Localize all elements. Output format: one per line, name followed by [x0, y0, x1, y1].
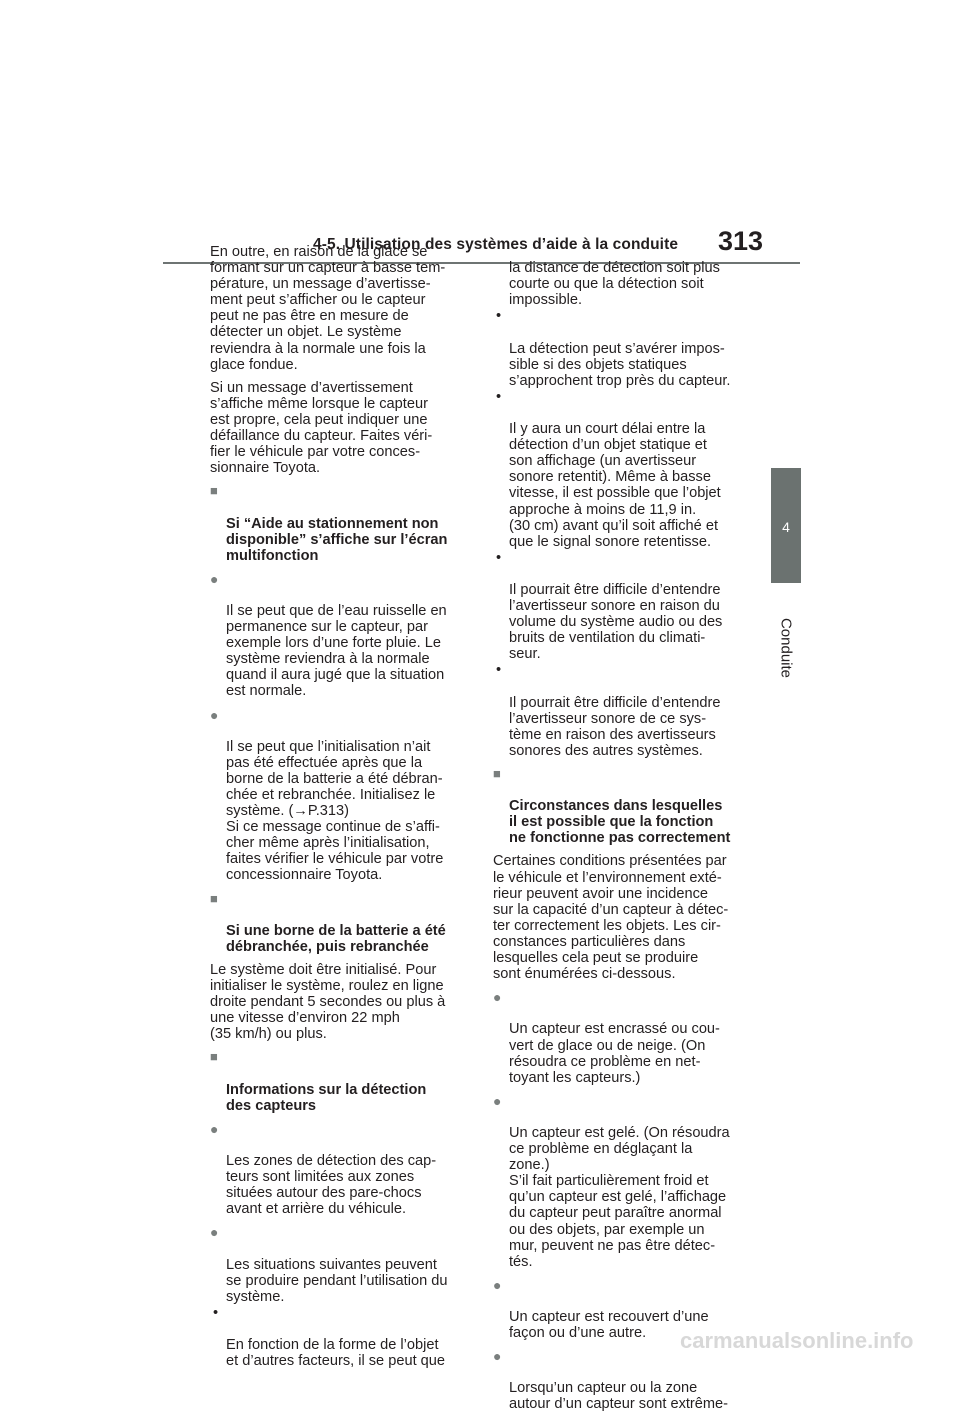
bullet-text: Un capteur est recouvert d’une façon ou d’une autre.: [509, 1309, 709, 1342]
subheading-text: Si “Aide au stationnement non disponible” s’affiche sur l’écran multifonction: [226, 515, 448, 564]
square-bullet-icon: ■: [493, 766, 501, 781]
circle-bullet-icon: ●: [210, 706, 219, 723]
dash-text: En fonction de la forme de l’objet et d’autres facteurs, il se peut que: [226, 1337, 446, 1370]
square-bullet-icon: ■: [210, 890, 218, 906]
dash-item: [210, 1305, 467, 1369]
dash-list: [493, 244, 750, 759]
dash-text: Il pourrait être difficile d’entendre l’avertisseur sonore de ce sys- tème en raison des avertisseurs sonores des autres systèmes.: [509, 694, 721, 759]
circle-bullet-icon: ●: [493, 1348, 502, 1365]
bullet-text: Il se peut que l’initialisation n’ait pas été effectuée après que la borne de la batterie a été débran- chée et rebranchée. Initialisez le système. (→P.313) Si ce message continue de s’affi- cher même après l’initialisation, faites vérifier le véhicule par votre concessionnaire Toyota.: [226, 738, 444, 884]
dash-item: [493, 550, 750, 663]
watermark: carmanualsonline.info: [680, 1328, 914, 1353]
subheading: [210, 891, 467, 955]
bullet-text: Un capteur est gelé. (On résoudra ce problème en déglaçant la zone.) S’il fait particulièrement froid et qu’un capteur est gelé, l’affichage du capteur peut paraître anormal ou des objets, par exemple un mur, peuvent ne pas être détec- tés.: [509, 1124, 730, 1270]
dash-text: Il y aura un court délai entre la détection d’un objet statique et son affichage (un avertisseur sonore retentit). Même à basse vitesse, il est possible que l’objet approche à moins de 11,9 in. (30 cm) avant qu’il soit affiché et que le signal sonore retentisse.: [509, 421, 721, 550]
chapter-label: Conduite: [777, 617, 795, 679]
dash-text: La détection peut s’avérer impos- sible si des objets statiques s’approchent trop près du capteur.: [509, 340, 731, 389]
bullet-text: Les situations suivantes peuvent se produire pendant l’utilisation du système.: [226, 1256, 448, 1305]
dash-item: [493, 308, 750, 388]
dash-item-continued: [493, 244, 750, 308]
bullet-item: [210, 571, 467, 700]
section-title: 4-5. Utilisation des systèmes d’aide à la conduite: [313, 236, 679, 253]
dash-item: [493, 662, 750, 759]
bullet-text: Il se peut que de l’eau ruisselle en permanence sur le capteur, par exemple lors d’une forte pluie. Le système reviendra à la normale quand il aura jugé que la situation est normale.: [226, 602, 447, 700]
dash-text: Il pourrait être difficile d’entendre l’avertisseur sonore en raison du volume du système audio ou des bruits de ventilation du climati- seur.: [509, 581, 723, 663]
dot-bullet-icon: •: [213, 1304, 219, 1321]
page-number: 313: [718, 226, 764, 256]
paragraph: Si un message d’avertissement s’affiche même lorsque le capteur est propre, cela peut indiquer une défaillance du capteur. Faites véri- fier le véhicule par votre conces- sionnaire Toyota.: [210, 379, 433, 477]
circle-bullet-icon: ●: [493, 1092, 502, 1109]
dot-bullet-icon: •: [496, 388, 502, 405]
dash-text: la distance de détection soit plus courte ou que la détection soit impossible.: [509, 260, 720, 309]
chapter-number: 4: [782, 519, 790, 535]
subheading-text: Circonstances dans lesquelles il est possible que la fonction ne fonctionne pas correctement: [509, 798, 731, 847]
paragraph: Certaines conditions présentées par le véhicule et l’environnement exté- rieur peuvent avoir une incidence sur la capacité d’un capteur à détec- ter correctement les objets. Les cir- constances particulières dans lesquelles cela peut se produire sont énumérées ci-dessous.: [493, 853, 729, 983]
circle-bullet-icon: ●: [493, 1276, 502, 1293]
dot-bullet-icon: •: [496, 549, 502, 566]
bullet-text: Lorsqu’un capteur ou la zone autour d’un capteur sont extrême-: [509, 1380, 729, 1413]
left-column: [210, 244, 467, 1369]
square-bullet-icon: ■: [210, 483, 218, 499]
dot-bullet-icon: •: [496, 662, 502, 679]
circle-bullet-icon: ●: [210, 1120, 219, 1137]
bullet-item: [493, 989, 750, 1086]
bullet-item: [493, 1093, 750, 1270]
circle-bullet-icon: ●: [210, 1224, 219, 1241]
chapter-tab: [771, 468, 801, 583]
paragraph: Le système doit être initialisé. Pour initialiser le système, roulez en ligne droite pendant 5 secondes ou plus à une vitesse d’environ 22 mph (35 km/h) ou plus.: [210, 961, 446, 1043]
right-column: [493, 244, 750, 1420]
paragraph: En outre, en raison de la glace se formant sur un capteur à basse tem- pérature, un message d’avertisse- ment peut s’afficher ou le capteur peut ne pas être en mesure de détecter un objet. Le système reviendra à la normale une fois la glace fondue.: [210, 244, 446, 373]
subheading-text: Si une borne de la batterie a été débranchée, puis rebranchée: [226, 922, 446, 955]
subheading: [210, 483, 467, 563]
circle-bullet-icon: ●: [493, 989, 502, 1006]
bullet-text: Les zones de détection des cap- teurs sont limitées aux zones situées autour des pare-chocs avant et arrière du véhicule.: [226, 1152, 437, 1218]
bullet-item: [210, 1121, 467, 1218]
bullet-item: [210, 1224, 467, 1304]
dash-item: [493, 389, 750, 550]
dot-bullet-icon: •: [496, 308, 502, 325]
bullet-item: [493, 1348, 750, 1412]
circle-bullet-icon: ●: [210, 570, 219, 587]
subheading: [493, 766, 750, 846]
square-bullet-icon: ■: [210, 1049, 218, 1065]
bullet-item: [210, 707, 467, 884]
subheading: [210, 1049, 467, 1113]
subheading-text: Informations sur la détection des capteurs: [226, 1081, 427, 1114]
bullet-text: Un capteur est encrassé ou cou- vert de glace ou de neige. (On résoudra ce problème en net- toyant les capteurs.): [509, 1021, 720, 1086]
